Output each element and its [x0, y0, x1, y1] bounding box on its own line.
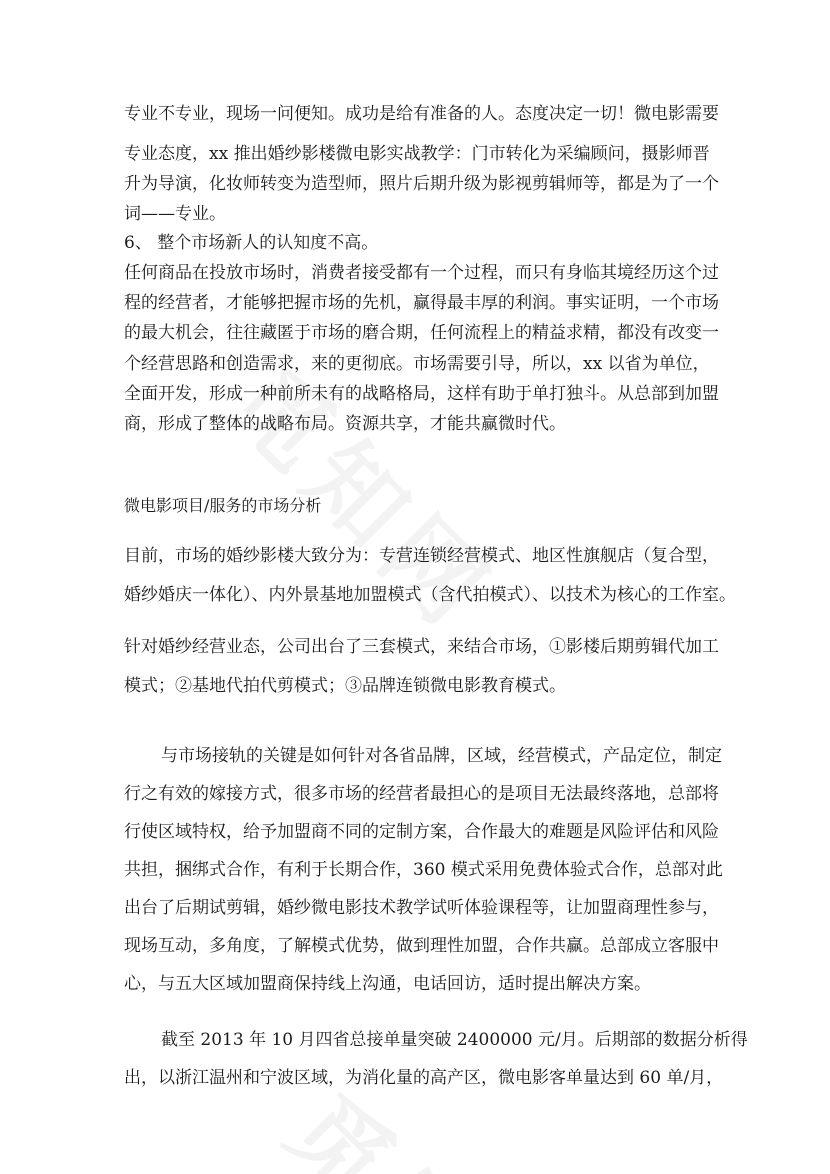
paragraph-line: 针对婚纱经营业态，公司出台了三套模式，来结合市场，①影楼后期剪辑代加工 [124, 637, 719, 657]
paragraph-line: 截至 2013 年 10 月四省总接单量突破 2400000 元/月。后期部的数据分析得 [161, 1030, 748, 1050]
paragraph-line: 任何商品在投放市场时，消费者接受都有一个过程，而只有身临其境经历这个过 [124, 263, 719, 283]
list-item-title: 6、 整个市场新人的认知度不高。 [124, 233, 379, 253]
section-heading: 微电影项目/服务的市场分析 [124, 496, 322, 515]
paragraph-line: 商，形成了整体的战略布局。资源共享，才能共赢微时代。 [124, 414, 566, 434]
paragraph-line: 升为导演，化妆师转变为造型师，照片后期升级为影视剪辑师等，都是为了一个 [124, 174, 719, 194]
paragraph-line: 全面开发，形成一种前所未有的战略格局，这样有助于单打独斗。从总部到加盟 [124, 384, 719, 404]
paragraph-line: 模式；②基地代拍代剪模式；③品牌连锁微电影教育模式。 [124, 676, 566, 696]
paragraph-line: 的最大机会，往往藏匿于市场的磨合期，任何流程上的精益求精，都没有改变一 [124, 323, 719, 343]
paragraph-line: 个经营思路和创造需求，来的更彻底。市场需要引导，所以，xx 以省为单位， [124, 354, 710, 374]
paragraph-line: 与市场接轨的关键是如何针对各省品牌，区域，经营模式，产品定位，制定 [161, 746, 722, 766]
paragraph-line: 目前，市场的婚纱影楼大致分为：专营连锁经营模式、地区性旗舰店（复合型， [124, 546, 719, 566]
paragraph-line: 行之有效的嫁接方式，很多市场的经营者最担心的是项目无法最终落地，总部将 [124, 784, 719, 804]
watermark [203, 330, 529, 656]
paragraph-line: 出台了后期试剪辑，婚纱微电影技术教学试听体验课程等，让加盟商理性参与， [124, 898, 719, 918]
paragraph-line: 专业态度，xx 推出婚纱影楼微电影实战教学：门市转化为采编顾问，摄影师晋 [124, 144, 710, 164]
paragraph-line: 婚纱婚庆一体化）、内外景基地加盟模式（含代拍模式）、以技术为核心的工作室。 [124, 585, 736, 605]
paragraph-line: 现场互动，多角度，了解模式优势，做到理性加盟，合作共赢。总部成立客服中 [124, 936, 719, 956]
paragraph-line: 共担，捆绑式合作，有利于长期合作，360 模式采用免费体验式合作，总部对此 [124, 860, 723, 880]
paragraph-line: 行使区域特权，给予加盟商不同的定制方案，合作最大的难题是风险评估和风险 [124, 822, 719, 842]
paragraph-line: 心，与五大区域加盟商保持线上沟通，电话回访，适时提出解决方案。 [124, 974, 651, 994]
paragraph-line: 词——专业。 [124, 204, 226, 224]
paragraph-line: 出，以浙江温州和宁波区域，为消化量的高产区，微电影客单量达到 60 单/月， [124, 1068, 724, 1088]
paragraph-line: 专业不专业，现场一问便知。成功是给有准备的人。态度决定一切！微电影需要 [124, 104, 719, 124]
paragraph-line: 程的经营者，才能够把握市场的先机，赢得最丰厚的利润。事实证明，一个市场 [124, 293, 719, 313]
